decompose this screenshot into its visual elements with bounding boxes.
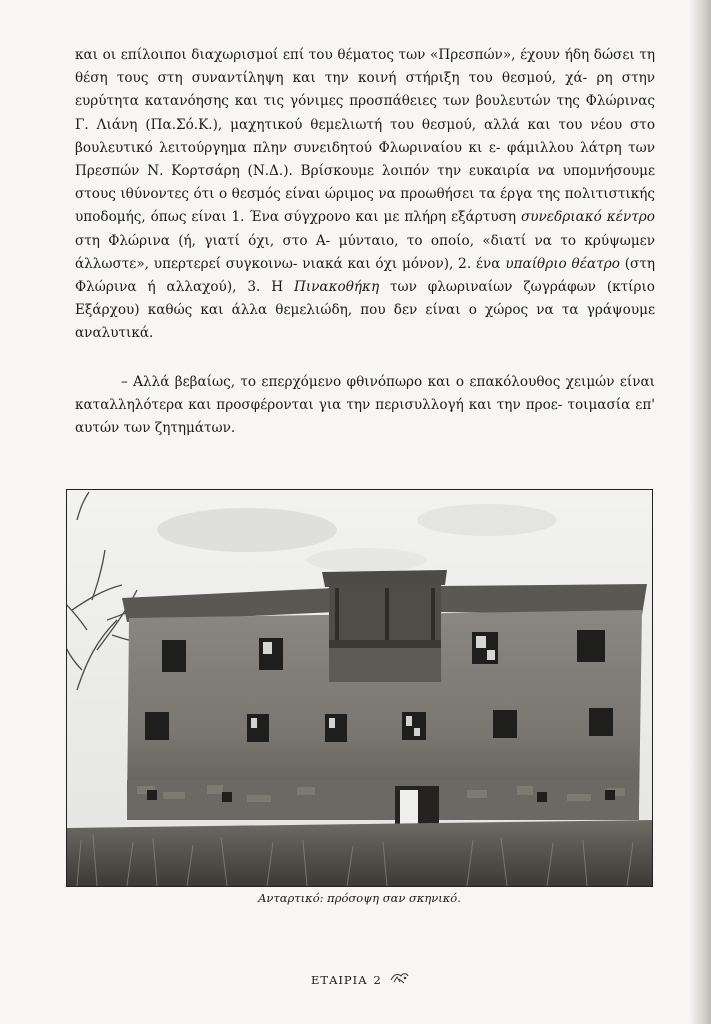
- italic-run: Πινακοθήκη: [293, 279, 380, 296]
- text-run: στη Φλώρινα (ή, γιατί όχι, στο Α- μύνταιο, το οποίο, «διατί να το κρύψωμεν άλλωστε», υπερτερεί συγκοινω- νιακά και όχι μόνον), 2. ένα: [75, 232, 655, 272]
- italic-run: συνεδριακό κέντρο: [520, 209, 655, 226]
- page-edge-shadow: [689, 0, 711, 1024]
- text-run: (στη Φλώρινα ή αλλαχού), 3. Η: [75, 255, 655, 296]
- page-footer: [311, 970, 410, 989]
- text-run: των φλωριναίων ζωγράφων (κτίριο Εξάρχου) καθώς και άλλα θεμελιώδη, που δεν είναι ο χώρος να τα γράψουμε αναλυτικά.: [75, 279, 655, 342]
- italic-run: υπαίθριο θέατρο: [505, 255, 620, 272]
- building-photo: [66, 489, 653, 887]
- paragraph-2: – Αλλά βεβαίως, το επερχόμενο φθινόπωρο και ο επακόλουθος χειμών είναι καταλληλότερα και προσφέρονται για την περισυλλογή και την προε- τοιμασία επ' αυτών των ζητημάτων.: [75, 373, 655, 437]
- footer-label: ΕΤΑΙΡΙΑ: [311, 972, 368, 987]
- paragraph-1: [75, 44, 655, 346]
- photo-caption: Ανταρτικό: πρόσοψη σαν σκηνικό.: [258, 891, 461, 905]
- body-text: [75, 44, 655, 440]
- page-number: 2: [373, 972, 382, 987]
- emblem-icon: [388, 970, 410, 989]
- text-run: και οι επίλοιποι διαχωρισμοί επί του θέματος των «Πρεσπών», έχουν ήδη δώσει τη θέση τους στη συναντίληψη και την κοινή στήριξη του θεσμού, χά- ρη στην ευρύτητα κατανόησης και τις γόνιμες προσπάθειες των βουλευτών της Φλώρινας Γ. Λιάνη (Πα.Σό.Κ.), μαχητικού θεμελιωτή του θεσμού, αλλά και του νέου στο βουλευτικό λειτούργημα πλην συνειδητού Φλωριναίου κι ε- φάμιλλου λάτρη των Πρεσπών Ν. Κορτσάρη (Ν.Δ.). Βρίσκουμε λοιπόν την ευκαιρία να υπομνήσουμε στους ιθύνοντες ότι ο θεσμός είναι ώριμος να προωθήσει τα έργα της πολιτιστικής υποδομής, όπως είναι 1. Ένα σύγχρονο και με πλήρη εξάρτυση: [75, 47, 655, 226]
